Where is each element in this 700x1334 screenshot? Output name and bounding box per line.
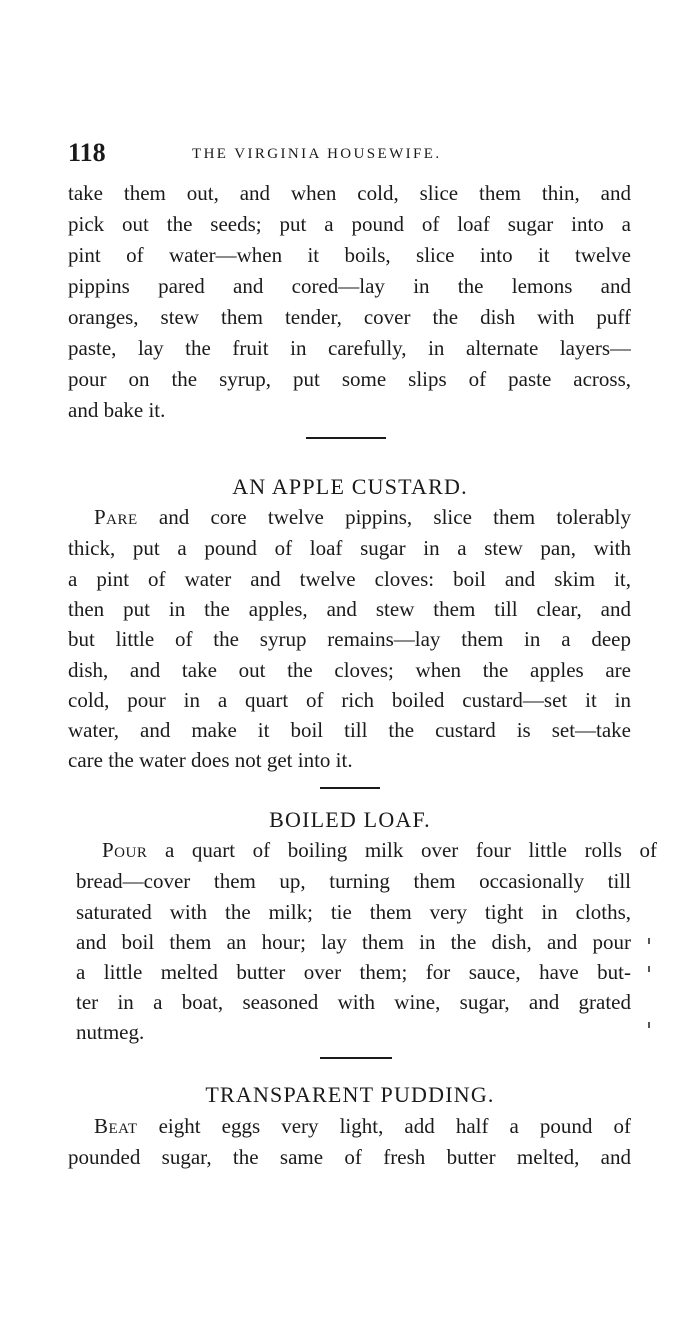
- recipe-title-transparent-pudding: TRANSPARENT PUDDING.: [205, 1082, 495, 1107]
- text-line: and bake it.: [68, 398, 166, 422]
- text-line: [68, 1111, 631, 1141]
- running-head: [68, 138, 634, 172]
- text-line: [68, 502, 631, 532]
- text-line: care the water does not get into it.: [68, 748, 353, 772]
- text-line: cold, pour in a quart of rich boiled custard—set it in: [68, 688, 631, 712]
- margin-speck: [648, 1022, 650, 1028]
- text-line: oranges, stew them tender, cover the dish with puff: [68, 305, 631, 329]
- text-line: water, and make it boil till the custard is set—take: [68, 718, 631, 742]
- recipe-title-boiled-loaf: BOILED LOAF.: [269, 807, 431, 832]
- text-line: thick, put a pound of loaf sugar in a stew pan, with: [68, 536, 631, 560]
- line-rest: and core twelve pippins, slice them tolerably: [137, 505, 631, 529]
- text-line: nutmeg.: [76, 1020, 145, 1044]
- section-divider: [320, 787, 380, 789]
- lead-word: Pour: [102, 838, 148, 862]
- text-line: pippins pared and cored—lay in the lemons and: [68, 274, 631, 298]
- text-line: pint of water—when it boils, slice into it twelve: [68, 243, 631, 267]
- lead-word: Pare: [94, 505, 138, 529]
- page-number: 118: [68, 138, 106, 167]
- text-line: bread—cover them up, turning them occasionally till: [76, 869, 631, 893]
- section-divider: [306, 437, 386, 439]
- text-line: pick out the seeds; put a pound of loaf sugar into a: [68, 212, 631, 236]
- book-title: THE VIRGINIA HOUSEWIFE.: [192, 146, 442, 162]
- recipe-title-apple-custard: AN APPLE CUSTARD.: [232, 474, 468, 499]
- text-line: dish, and take out the cloves; when the apples are: [68, 658, 631, 682]
- line-rest: eight eggs very light, add half a pound of: [137, 1114, 631, 1138]
- lead-word: Beat: [94, 1114, 138, 1138]
- text-line: ter in a boat, seasoned with wine, sugar, and grated: [76, 990, 631, 1014]
- text-line: a little melted butter over them; for sauce, have but-: [76, 960, 631, 984]
- text-line: but little of the syrup remains—lay them in a deep: [68, 627, 631, 651]
- margin-speck: [648, 966, 650, 972]
- section-divider: [320, 1057, 392, 1059]
- text-line: pounded sugar, the same of fresh butter melted, and: [68, 1145, 631, 1169]
- text-line: and boil them an hour; lay them in the dish, and pour: [76, 930, 631, 954]
- text-line: pour on the syrup, put some slips of paste across,: [68, 367, 631, 391]
- line-rest: a quart of boiling milk over four little rolls of: [147, 838, 657, 862]
- text-line: paste, lay the fruit in carefully, in alternate layers—: [68, 336, 631, 360]
- margin-speck: [648, 938, 650, 944]
- text-line: take them out, and when cold, slice them thin, and: [68, 181, 631, 205]
- text-line: [76, 835, 657, 865]
- text-line: saturated with the milk; tie them very tight in cloths,: [76, 900, 631, 924]
- text-line: a pint of water and twelve cloves: boil and skim it,: [68, 567, 631, 591]
- text-line: then put in the apples, and stew them till clear, and: [68, 597, 631, 621]
